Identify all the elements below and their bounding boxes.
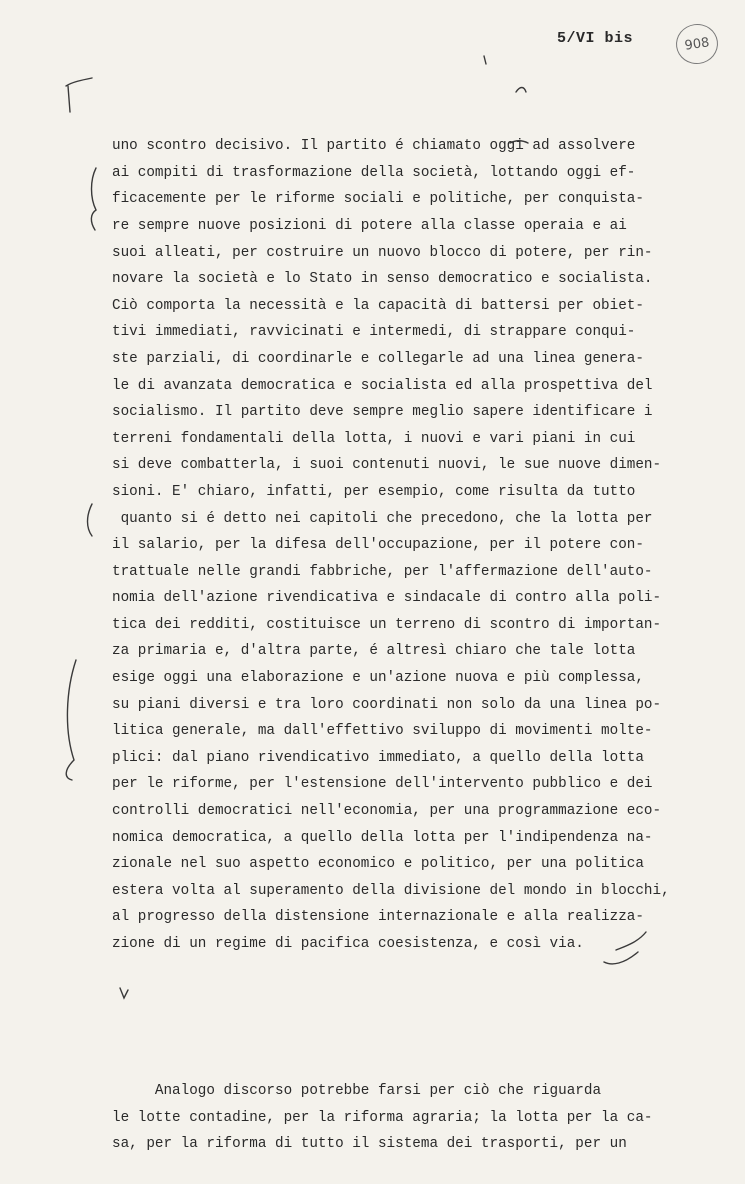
text-line: estera volta al superamento della divisione del mondo in blocchi, xyxy=(112,882,670,899)
archive-stamp: 908 xyxy=(673,21,720,66)
text-line: si deve combatterla, i suoi contenuti nuovi, le sue nuove dimen- xyxy=(112,457,662,474)
text-line: su piani diversi e tra loro coordinati non solo da una linea po- xyxy=(112,696,662,713)
text-line: nomia dell'azione rivendicativa e sindacale di contro alla poli- xyxy=(112,590,662,607)
text-line: per le riforme, per l'estensione dell'intervento pubblico e dei xyxy=(112,776,653,793)
text-line: uno scontro decisivo. Il partito é chiamato oggi ad assolvere xyxy=(112,138,636,155)
text-line: il salario, per la difesa dell'occupazione, per il potere con- xyxy=(112,537,644,554)
text-line: tivi immediati, ravvicinati e intermedi, di strappare conqui- xyxy=(112,324,636,341)
text-line: re sempre nuove posizioni di potere alla classe operaia e ai xyxy=(112,217,627,234)
text-line: quanto si é detto nei capitoli che precedono, che la lotta per xyxy=(112,510,653,527)
text-line: suoi alleati, per costruire un nuovo blocco di potere, per rin- xyxy=(112,244,653,261)
text-line: trattuale nelle grandi fabbriche, per l'affermazione dell'auto- xyxy=(112,563,653,580)
text-line: za primaria e, d'altra parte, é altresì chiaro che tale lotta xyxy=(112,643,636,660)
text-line: ficacemente per le riforme sociali e politiche, per conquista- xyxy=(112,191,644,208)
paragraph-2 xyxy=(112,1078,712,1158)
text-line: novare la società e lo Stato in senso democratico e socialista. xyxy=(112,271,653,288)
page-number: 5/VI bis xyxy=(557,30,634,47)
text-line: ai compiti di trasformazione della società, lottando oggi ef- xyxy=(112,164,636,181)
text-line: Ciò comporta la necessità e la capacità di battersi per obiet- xyxy=(112,297,644,314)
text-line: le lotte contadine, per la riforma agraria; la lotta per la ca- xyxy=(112,1109,653,1126)
text-line: sa, per la riforma di tutto il sistema dei trasporti, per un xyxy=(112,1136,627,1153)
text-line: socialismo. Il partito deve sempre meglio sapere identificare i xyxy=(112,404,653,421)
text-line: zionale nel suo aspetto economico e politico, per una politica xyxy=(112,856,644,873)
text-line: le di avanzata democratica e socialista ed alla prospettiva del xyxy=(112,377,653,394)
paragraph-1 xyxy=(112,133,712,957)
text-line: Analogo discorso potrebbe farsi per ciò che riguarda xyxy=(112,1082,602,1099)
text-line: controlli democratici nell'economia, per una programmazione eco- xyxy=(112,803,662,820)
text-line: esige oggi una elaborazione e un'azione nuova e più complessa, xyxy=(112,670,644,687)
text-line: ste parziali, di coordinarle e collegarle ad una linea genera- xyxy=(112,350,644,367)
document-body xyxy=(112,80,712,1184)
text-line: sioni. E' chiaro, infatti, per esempio, come risulta da tutto xyxy=(112,483,636,500)
text-line: nomica democratica, a quello della lotta per l'indipendenza na- xyxy=(112,829,653,846)
text-line: plici: dal piano rivendicativo immediato, a quello della lotta xyxy=(112,749,644,766)
text-line: tica dei redditi, costituisce un terreno di scontro di importan- xyxy=(112,616,662,633)
text-line: al progresso della distensione internazionale e alla realizza- xyxy=(112,909,644,926)
text-line: zione di un regime di pacifica coesistenza, e così via. xyxy=(112,936,584,952)
text-line: terreni fondamentali della lotta, i nuovi e vari piani in cui xyxy=(112,430,636,447)
text-line: litica generale, ma dall'effettivo sviluppo di movimenti molte- xyxy=(112,723,653,740)
